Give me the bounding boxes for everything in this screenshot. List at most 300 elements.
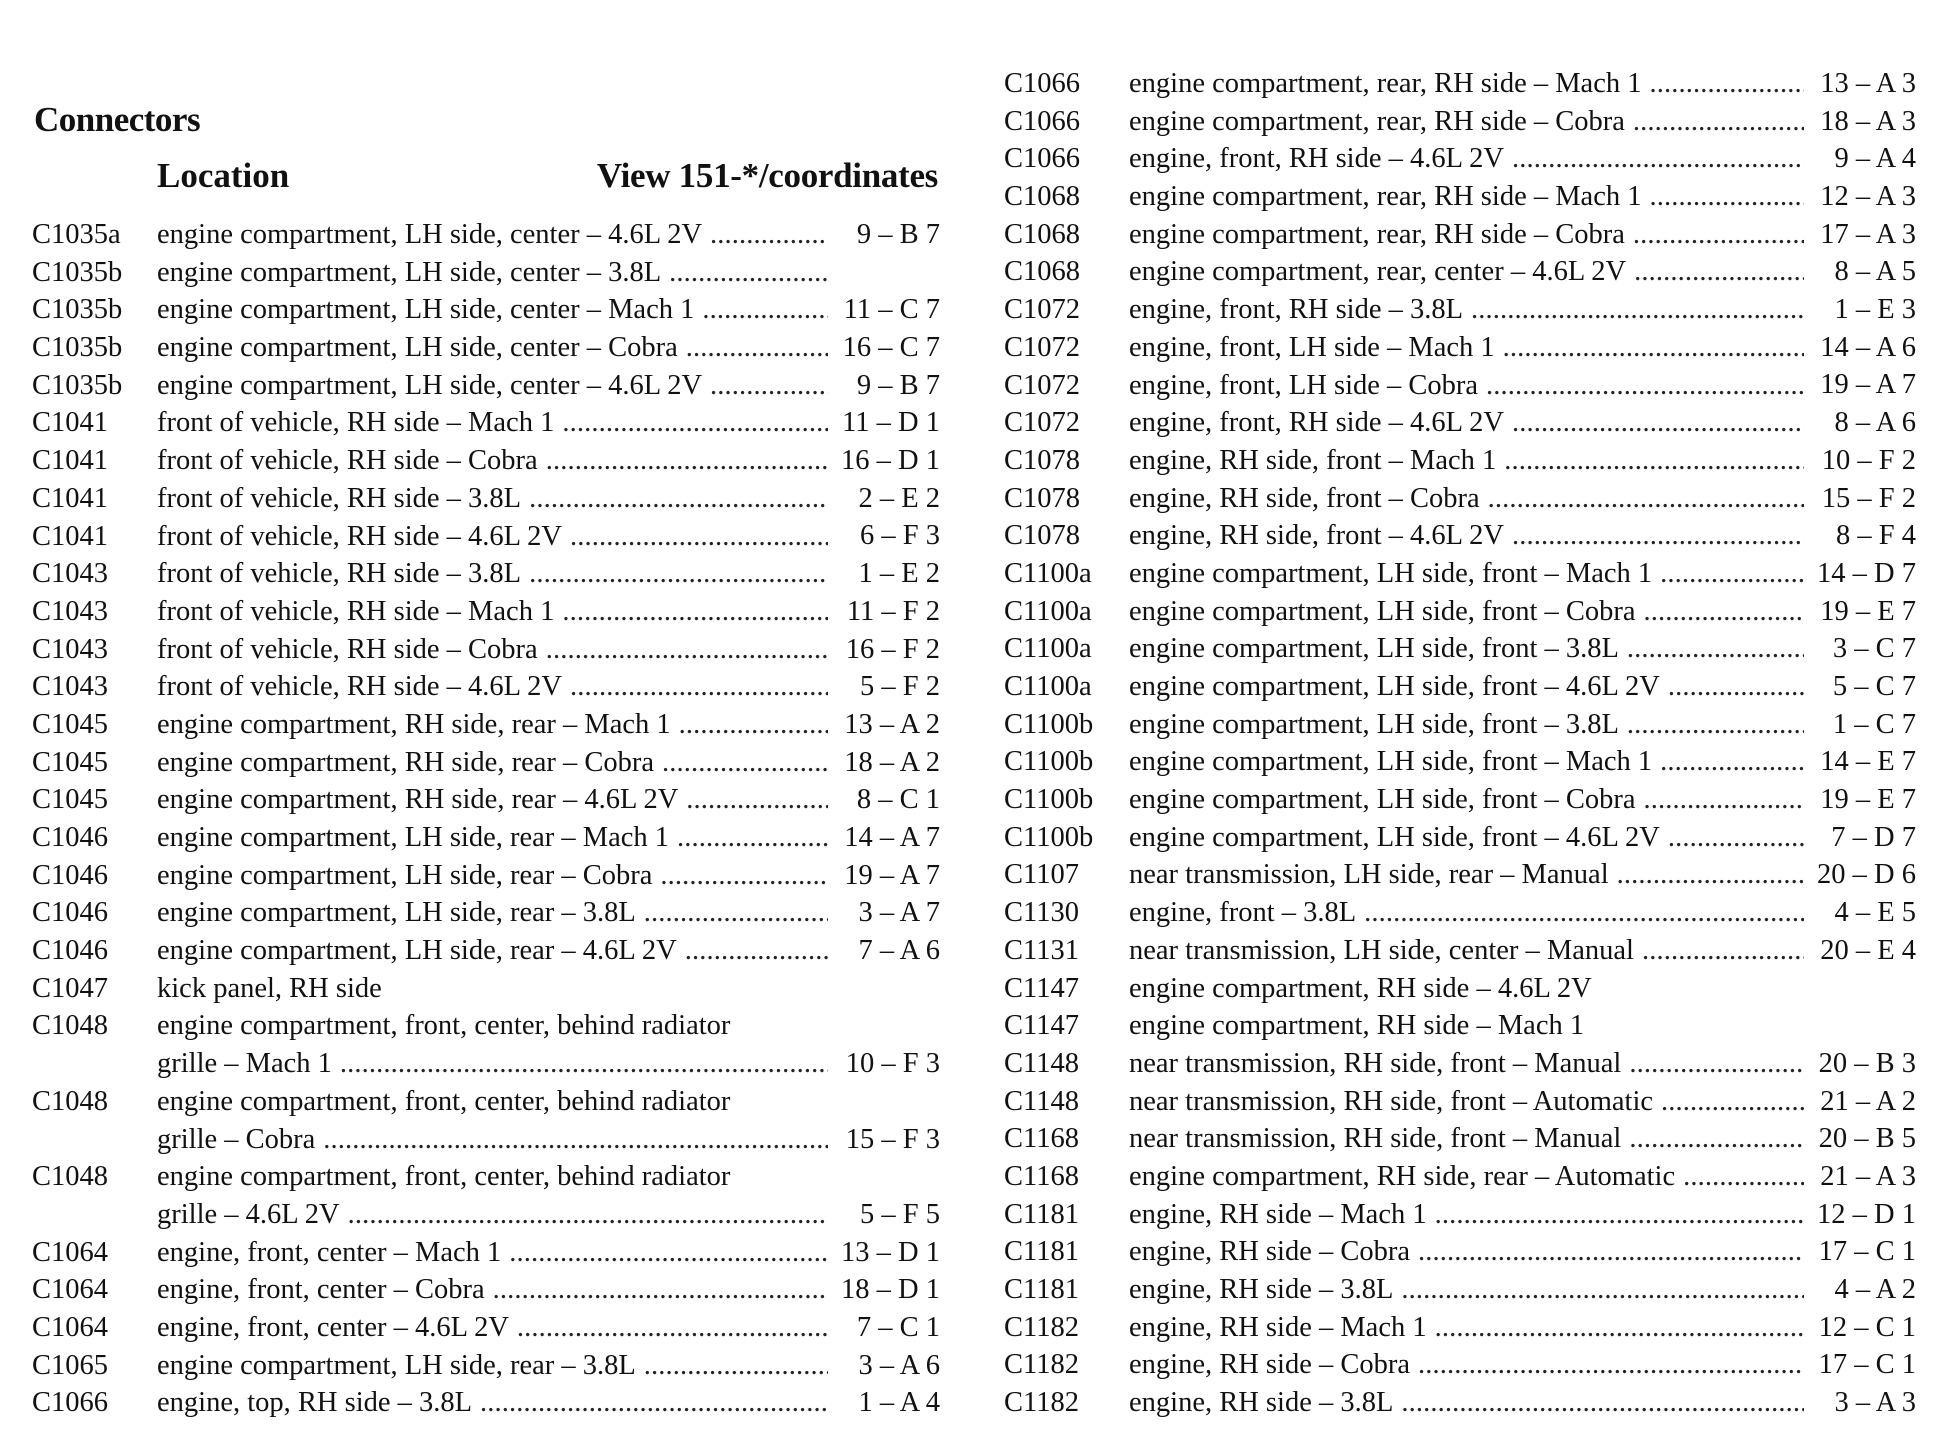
connector-code: C1041 [32,520,109,552]
view-coordinate-text: 15 – F 2 [1821,482,1916,514]
view-coordinate-text: 3 – C 7 [1832,633,1916,665]
connector-row [1004,1309,1916,1347]
view-coordinate [1804,819,1916,857]
view-coordinate-text: 14 – D 7 [1817,557,1916,589]
connector-code: C1043 [32,558,109,590]
dot-leader [1478,367,1804,405]
view-coordinate-text: 12 – D 1 [1817,1198,1916,1230]
connector-code: C1100b [1004,746,1094,778]
left-connector-list [32,216,940,1422]
location-cell [1129,593,1804,631]
view-coordinate [828,1083,940,1158]
view-coordinate-text: 19 – A 7 [844,859,940,891]
view-coordinate-text: 15 – F 3 [845,1123,940,1155]
location-text: engine compartment, RH side, rear – Cobra [157,746,655,778]
view-coordinate-text: 18 – A 2 [844,746,940,778]
location-cell [157,593,828,631]
location-text: engine, front, LH side – Mach 1 [1129,331,1495,363]
dot-leader [1504,404,1804,442]
location-cell [157,480,828,518]
connector-code: C1148 [1004,1047,1079,1079]
connector-code: C1041 [32,445,109,477]
location-cell [157,216,828,254]
connector-row [32,1309,940,1347]
connector-row [1004,517,1916,555]
view-coordinate-text: 16 – D 1 [841,445,940,477]
view-coordinate-text: 9 – B 7 [856,369,940,401]
dot-leader [472,1384,828,1422]
location-cell [1129,216,1804,254]
view-coordinate [1804,555,1916,593]
location-text: engine, RH side – Cobra [1129,1236,1410,1268]
view-coordinate [1804,517,1916,555]
connector-row [32,1007,940,1082]
connector-row [32,1083,940,1158]
location-text: near transmission, RH side, front – Automatic [1129,1085,1654,1117]
connector-row [32,894,940,932]
location-text: engine compartment, RH side – Mach 1 [1129,1010,1585,1042]
location-text: engine compartment, LH side, front – 3.8L [1129,633,1619,665]
view-coordinate-text: 11 – D 1 [842,407,940,439]
connector-code: C1035b [32,256,123,288]
connector-code: C1182 [1004,1311,1079,1343]
dot-leader [1504,140,1804,178]
location-cell [1129,103,1804,141]
dot-leader [1410,1346,1804,1384]
location-cell [1129,781,1804,819]
location-cell [157,404,828,442]
location-cell [157,706,828,744]
location-text: engine, front – 3.8L [1129,897,1357,929]
connector-code: C1047 [32,972,109,1004]
location-cell [157,329,828,367]
location-column-header: Location [157,156,290,195]
connector-row [32,781,940,819]
location-line-2 [157,1196,828,1234]
dot-leader [636,1347,828,1385]
view-coordinate-text: 5 – C 7 [1832,670,1916,702]
connector-row [1004,1045,1916,1083]
view-coordinate [1804,1384,1916,1422]
view-coordinate-text: 8 – A 6 [1834,407,1916,439]
connector-row [1004,329,1916,367]
location-text: engine, RH side – 3.8L [1129,1387,1394,1419]
view-coordinate [1804,480,1916,518]
view-coordinate-text: 18 – A 3 [1820,105,1916,137]
location-text: engine compartment, LH side, front – 3.8L [1129,708,1619,740]
location-text: engine compartment, rear, RH side – Mach 1 [1129,181,1642,213]
connector-code: C1181 [1004,1198,1079,1230]
location-cell [157,1158,828,1233]
view-coordinate [1804,442,1916,480]
connector-row [1004,970,1916,1008]
dot-leader [1621,1120,1804,1158]
location-cell [1129,1196,1804,1234]
connector-code: C1066 [1004,68,1081,99]
location-text: front of vehicle, RH side – Mach 1 [157,595,555,627]
view-coordinate [1804,404,1916,442]
location-cell [1129,856,1804,894]
location-cell [157,291,828,329]
location-cell [157,518,828,556]
view-coordinate-text: 9 – B 7 [856,218,940,250]
view-coordinate [828,1158,940,1233]
location-text: engine, top, RH side – 3.8L [157,1387,473,1419]
view-coordinate [828,970,940,1008]
view-coordinate [828,518,940,556]
connector-row [1004,894,1916,932]
view-coordinate-text: 13 – D 1 [841,1236,940,1268]
location-cell [1129,630,1804,668]
connector-code: C1048 [32,1085,109,1117]
dot-leader [1652,555,1804,593]
location-cell [1129,1158,1804,1196]
connector-code: C1078 [1004,482,1081,514]
connector-row [32,932,940,970]
view-coordinate [1804,706,1916,744]
location-text: engine compartment, front, center, behind radiator [157,1085,731,1117]
location-text: engine, RH side, front – Mach 1 [1129,444,1497,476]
connector-code: C1068 [1004,218,1081,250]
location-cell [157,970,828,1008]
view-coordinate-text: 18 – D 1 [841,1274,940,1306]
view-coordinate [1804,743,1916,781]
location-cell [157,1083,828,1158]
dot-leader [1660,819,1804,857]
connector-row [32,1347,940,1385]
location-cell [1129,1083,1804,1121]
dot-leader [1619,706,1804,744]
location-text: engine compartment, LH side, rear – Mach 1 [157,822,670,853]
connector-code: C1148 [1004,1085,1079,1117]
connector-row [1004,1271,1916,1309]
location-cell [157,781,828,819]
view-coordinate [1804,1120,1916,1158]
dot-leader [678,781,828,819]
dot-leader [332,1045,828,1083]
view-coordinate [1804,781,1916,819]
view-coordinate-text: 19 – A 7 [1820,369,1916,401]
location-cell [157,555,828,593]
connector-row [1004,253,1916,291]
connector-code: C1066 [1004,143,1081,175]
connector-code: C1045 [32,784,109,816]
location-cell [157,894,828,932]
view-coordinate-text: 14 – E 7 [1820,746,1916,778]
dot-leader [1653,1083,1804,1121]
location-text: engine, front, LH side – Cobra [1129,369,1479,401]
dot-leader [661,254,828,292]
view-coordinate [828,706,940,744]
connector-row [1004,630,1916,668]
location-text: near transmission, LH side, center – Manual [1129,934,1634,966]
view-coordinate-text: 12 – A 3 [1820,181,1916,213]
view-coordinate-text: 10 – F 3 [845,1048,940,1080]
location-cell [1129,1271,1804,1309]
dot-leader [1427,1196,1804,1234]
location-text: engine, RH side – Mach 1 [1129,1198,1427,1230]
dot-leader [1634,932,1804,970]
view-coordinate [1804,668,1916,706]
dot-leader [1621,1045,1804,1083]
connector-code: C1064 [32,1236,109,1268]
connector-code: C1068 [1004,256,1081,288]
connector-row [1004,1196,1916,1234]
location-cell [1129,1233,1804,1271]
dot-leader [678,329,828,367]
connector-code: C1100b [1004,821,1094,853]
connector-row [1004,216,1916,254]
location-cell [157,668,828,706]
location-cell [157,631,828,669]
dot-leader [1626,253,1804,291]
location-cell [157,1271,828,1309]
location-text: engine compartment, rear, RH side – Cobra [1129,105,1625,137]
location-cell [1129,404,1804,442]
dot-leader [669,819,828,857]
connector-code: C1043 [32,633,109,665]
location-text: front of vehicle, RH side – 3.8L [157,482,522,514]
location-text: engine compartment, LH side, front – 4.6L 2V [1129,821,1660,853]
location-line-2 [157,1121,828,1159]
view-coordinate [1804,1233,1916,1271]
view-coordinate [1804,1007,1916,1045]
view-coordinate-text: 7 – C 1 [856,1311,940,1343]
view-coordinate-text: 1 – A 4 [858,1387,940,1419]
view-coordinate [828,668,940,706]
dot-leader [1642,65,1805,103]
location-text: near transmission, RH side, front – Manual [1129,1047,1622,1079]
view-coordinate [828,1234,940,1272]
location-text: engine compartment, rear, RH side – Cobra [1129,218,1625,250]
dot-leader [521,555,828,593]
dot-leader [1652,743,1804,781]
view-coordinate-text: 9 – A 4 [1834,143,1916,175]
location-cell [1129,668,1804,706]
dot-leader [1636,781,1804,819]
view-coordinate-text: 14 – A 7 [844,821,940,853]
view-coordinate-text: 8 – F 4 [1836,520,1916,552]
location-text: engine, RH side, front – 4.6L 2V [1129,520,1504,552]
dot-leader [1495,329,1804,367]
location-cell [1129,1007,1804,1045]
connector-row [1004,442,1916,480]
location-text: engine compartment, RH side – 4.6L 2V [1129,972,1592,1004]
view-coordinate-text: 12 – C 1 [1818,1311,1916,1343]
view-coordinate-text: 17 – A 3 [1820,218,1916,250]
connector-row [32,329,940,367]
location-cell [157,744,828,782]
view-coordinate [1804,630,1916,668]
connector-code: C1072 [1004,294,1081,326]
connector-row [1004,1384,1916,1422]
view-coordinate [1804,1346,1916,1384]
connector-code: C1046 [32,897,109,929]
view-coordinate-text: 17 – C 1 [1818,1236,1916,1268]
connector-row [1004,1083,1916,1121]
view-coordinate-text: 11 – F 2 [846,595,940,627]
dot-leader [652,857,828,895]
location-text: engine, front, RH side – 4.6L 2V [1129,407,1504,439]
location-text: front of vehicle, RH side – 4.6L 2V [157,520,562,552]
location-cell [157,1309,828,1347]
view-coordinate [828,1384,940,1422]
connector-row [32,555,940,593]
view-coordinate-text: 7 – A 6 [858,935,940,967]
location-cell [1129,517,1804,555]
connector-row [1004,1233,1916,1271]
connector-row [32,404,940,442]
view-coordinate [828,1271,940,1309]
view-coordinate [828,291,940,329]
view-coordinate-text: 16 – F 2 [845,633,940,665]
location-text: engine compartment, LH side, rear – 3.8L [157,897,636,929]
location-text: engine compartment, LH side, front – Mach 1 [1129,557,1653,589]
connector-code: C1048 [32,1161,109,1193]
dot-leader [485,1271,828,1309]
location-cell [1129,178,1804,216]
connector-row [1004,140,1916,178]
view-coordinate [1804,932,1916,970]
connector-row [32,857,940,895]
view-coordinate [828,932,940,970]
location-cell [1129,932,1804,970]
connector-code: C1041 [32,407,109,439]
connector-row [32,668,940,706]
connector-code: C1066 [1004,105,1081,137]
location-cell [1129,819,1804,857]
location-text: front of vehicle, RH side – Cobra [157,445,538,477]
location-text: engine compartment, LH side, rear – 3.8L [157,1349,636,1381]
dot-leader [509,1309,828,1347]
location-cell [157,1384,828,1422]
connector-code: C1046 [32,935,109,967]
view-coordinate-text: 1 – E 2 [858,558,940,590]
location-text: engine, front, center – Mach 1 [157,1236,502,1268]
dot-leader [671,706,828,744]
location-block [157,1007,828,1082]
connector-code: C1100a [1004,595,1092,627]
connector-code: C1041 [32,482,109,514]
location-cell [157,819,828,857]
location-cell [1129,1309,1804,1347]
location-block [157,1083,828,1158]
connector-row [32,819,940,857]
connector-row [32,367,940,405]
view-coordinate-text: 20 – B 3 [1818,1047,1916,1079]
location-text: engine compartment, front, center, behind radiator [157,1010,731,1042]
connector-code: C1035b [32,294,123,326]
location-text: engine compartment, RH side, rear – 4.6L 2V [157,784,679,816]
connector-row [32,1234,940,1272]
dot-leader [1410,1233,1804,1271]
location-text: engine compartment, LH side, rear – 4.6L 2V [157,935,677,967]
view-coordinate [1804,329,1916,367]
dot-leader [521,480,828,518]
dot-leader [1619,630,1804,668]
view-coordinate-text: 13 – A 2 [844,708,940,740]
connector-code: C1181 [1004,1236,1079,1268]
connector-code: C1035b [32,332,123,364]
location-cell [1129,706,1804,744]
dot-leader [1393,1384,1804,1422]
location-cell [157,857,828,895]
view-coordinate [828,1007,940,1082]
view-coordinate-text: 16 – C 7 [842,332,940,364]
connector-code: C1100b [1004,784,1094,816]
view-coordinate [1804,216,1916,254]
connector-row [1004,593,1916,631]
dot-leader [1636,593,1804,631]
connector-code: C1168 [1004,1123,1079,1155]
dot-leader [315,1121,828,1159]
dot-leader [702,367,828,405]
dot-leader [694,291,828,329]
view-coordinate [1804,593,1916,631]
right-connector-list [1004,65,1916,1422]
connector-row [1004,404,1916,442]
view-coordinate [828,442,940,480]
view-coordinate [1804,1271,1916,1309]
connector-code: C1130 [1004,897,1079,929]
dot-leader [562,518,828,556]
view-coordinate-text: 19 – E 7 [1820,784,1916,816]
connector-row [32,631,940,669]
location-cell [157,254,828,292]
view-coordinate-text: 6 – F 3 [860,520,940,552]
view-coordinate-text: 21 – A 3 [1820,1160,1916,1192]
view-coordinate [1804,1158,1916,1196]
location-text: engine compartment, front, center, behind radiator [157,1161,731,1193]
location-cell [1129,291,1804,329]
connector-code: C1043 [32,595,109,627]
connector-row [1004,367,1916,405]
view-coordinate-text: 8 – A 5 [1834,256,1916,288]
dot-leader [1675,1158,1804,1196]
view-coordinate [1804,970,1916,1008]
connector-row [32,1271,940,1309]
view-coordinate-text: 3 – A 3 [1834,1387,1916,1419]
view-coordinate-text: 10 – F 2 [1821,444,1916,476]
location-text-continued: grille – Cobra [157,1123,316,1155]
view-coordinate [828,1309,940,1347]
view-coordinate [828,593,940,631]
view-coordinate [1804,894,1916,932]
view-coordinate-text: 19 – E 7 [1820,595,1916,627]
connector-code: C1046 [32,822,109,853]
view-coordinate [828,480,940,518]
view-coordinate [1804,140,1916,178]
view-coordinate [828,631,940,669]
connector-row [32,744,940,782]
location-text: engine compartment, LH side, center – 4.6L 2V [157,369,703,401]
view-coordinate [828,894,940,932]
location-text: engine compartment, RH side, rear – Automatic [1129,1160,1676,1192]
view-coordinate [828,329,940,367]
connector-code: C1065 [32,1349,109,1381]
view-coordinates-column-header: View 151-*/coordinates [596,156,938,195]
connector-code: C1072 [1004,331,1081,363]
location-text: engine compartment, rear, center – 4.6L 2V [1129,256,1627,288]
connector-code: C1100a [1004,633,1092,665]
view-coordinate [828,254,940,292]
dot-leader [1496,442,1804,480]
blank-space [1584,1007,1804,1045]
location-cell [157,1007,828,1082]
location-cell [157,367,828,405]
connector-code: C1035b [32,369,123,401]
location-text: engine, RH side – 3.8L [1129,1274,1394,1305]
